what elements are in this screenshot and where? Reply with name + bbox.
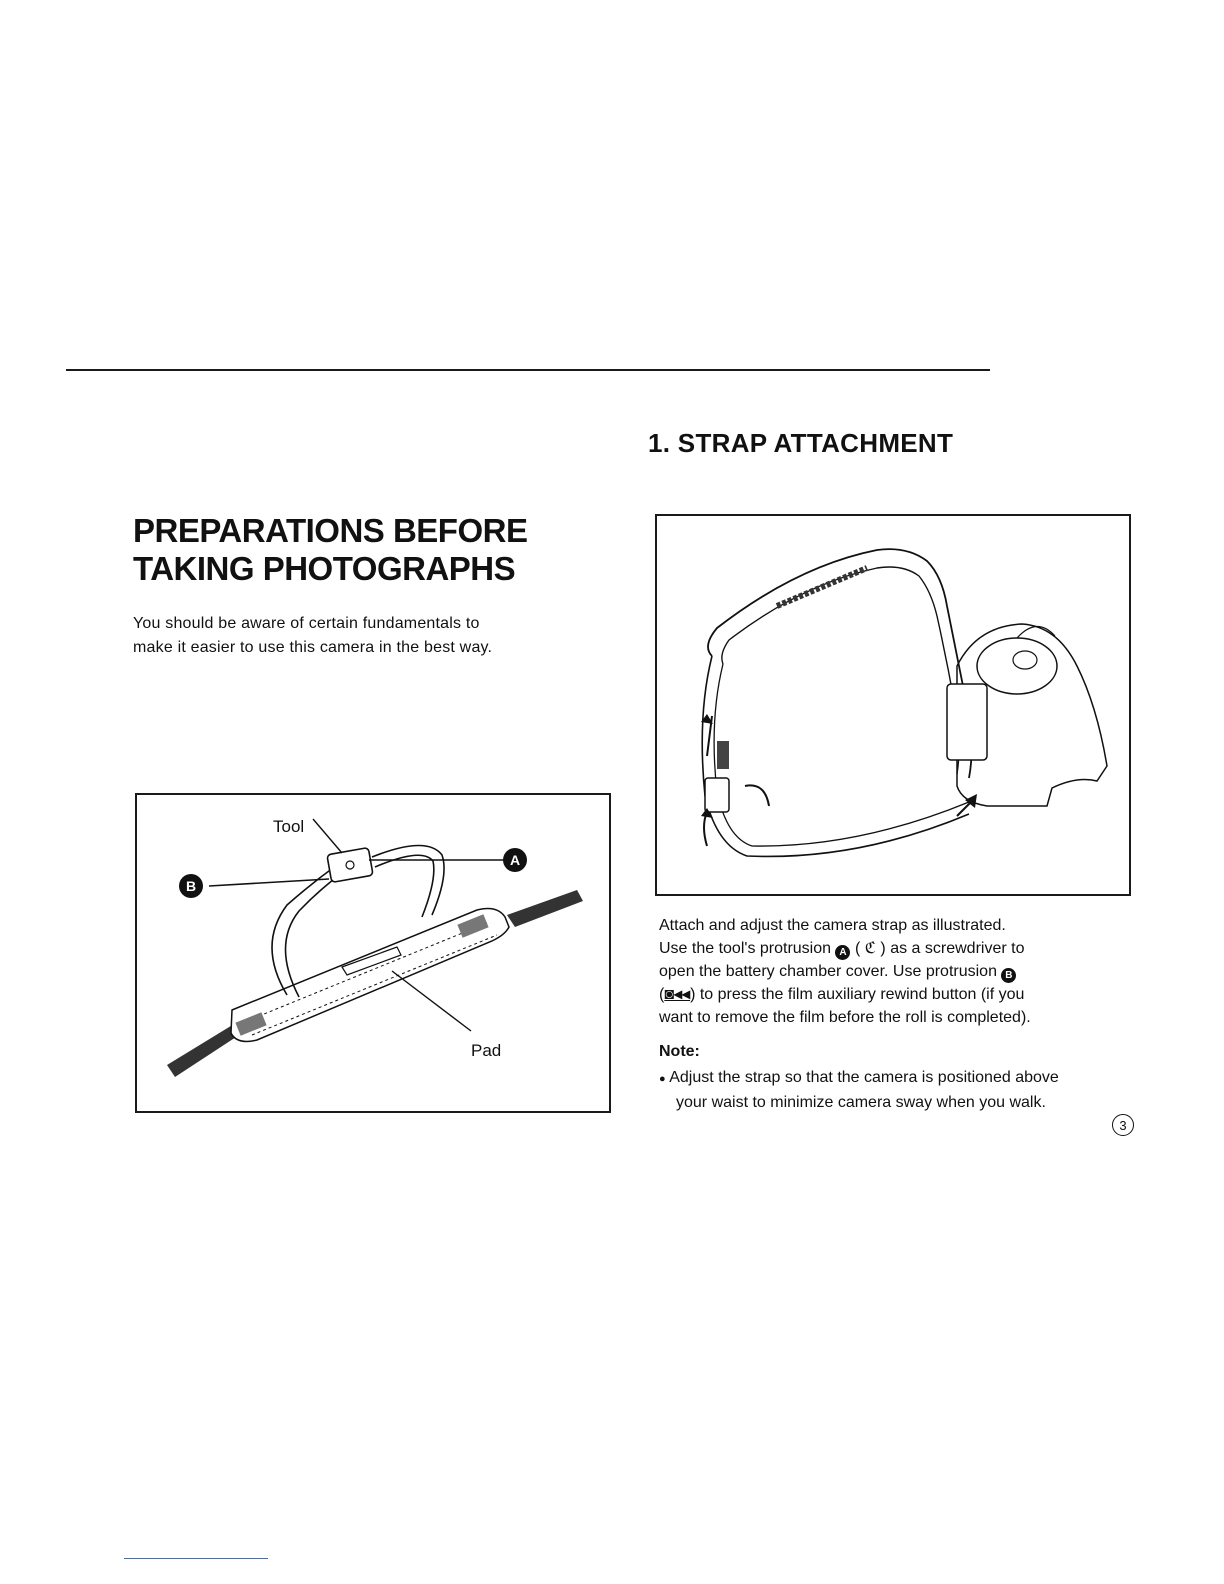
strap-loop-right-inner [375, 855, 434, 917]
note-line-1-text: Adjust the strap so that the camera is positioned above [669, 1069, 1059, 1086]
instruction-line-3 [659, 960, 1129, 983]
arrow-up-2 [704, 812, 707, 846]
intro-line-2: make it easier to use this camera in the best way. [133, 639, 493, 656]
instruction-line-2-open: ( [854, 940, 861, 957]
strap-band-right [507, 890, 583, 927]
instruction-line-4-open: ( [659, 986, 665, 1003]
note-label: Note: [659, 1043, 700, 1060]
strap-slider [717, 741, 729, 769]
instruction-line-5: want to remove the film before the roll is completed). [659, 1009, 1031, 1026]
callout-a-badge: A [503, 848, 527, 872]
protrusion-a-badge: A [835, 945, 850, 960]
page-title-line-1: PREPARATIONS BEFORE [133, 512, 528, 549]
strap-attachment-figure [655, 514, 1131, 896]
intro-paragraph [133, 612, 593, 660]
strap-buckle [705, 778, 729, 812]
bottom-rule [124, 1558, 268, 1559]
note-line-1 [659, 1066, 1129, 1091]
strap-tool-illustration [137, 795, 609, 1111]
strap-outer [708, 549, 972, 778]
strap-attachment-illustration [657, 516, 1129, 894]
strap-instructions [659, 914, 1129, 1029]
pad-label: Pad [471, 1041, 502, 1060]
strap-tool-figure [135, 793, 611, 1113]
battery-cover-symbol-icon: ℭ [864, 940, 876, 957]
instruction-line-2-post: ) as a screwdriver to [880, 940, 1025, 957]
strap-tool [327, 848, 373, 883]
arrow-curve [745, 785, 769, 806]
instruction-line-4-post: ) to press the film auxiliary rewind button (if you [690, 986, 1025, 1003]
camera-strap-lug [947, 684, 987, 760]
pad-callout-line [392, 971, 471, 1031]
note-line-2: your waist to minimize camera sway when you walk. [676, 1094, 1046, 1111]
instruction-line-2 [659, 937, 1129, 960]
instruction-line-2-pre: Use the tool's protrusion [659, 940, 832, 957]
callout-b-badge: B [179, 874, 203, 898]
page-title-line-2: TAKING PHOTOGRAPHS [133, 550, 516, 587]
page-number: 3 [1112, 1114, 1134, 1136]
tool-label: Tool [273, 817, 305, 836]
top-rule [66, 369, 990, 371]
section-title: 1. STRAP ATTACHMENT [648, 428, 954, 458]
note-item [659, 1066, 1129, 1114]
strap-inner [722, 567, 959, 774]
page-title [133, 512, 593, 588]
tool-callout-line [313, 819, 342, 853]
instruction-line-4 [659, 983, 1129, 1006]
strap-lower [702, 656, 969, 856]
instruction-line-1: Attach and adjust the camera strap as illustrated. [659, 917, 1006, 934]
bullet-icon: ● [659, 1073, 666, 1085]
intro-line-1: You should be aware of certain fundamentals to [133, 615, 480, 632]
instruction-line-3-pre: open the battery chamber cover. Use protrusion [659, 963, 997, 980]
strap-lower-inner [714, 664, 969, 846]
protrusion-b-badge: B [1001, 968, 1016, 983]
rewind-symbol-icon: ◙◂◂ [664, 986, 691, 1003]
